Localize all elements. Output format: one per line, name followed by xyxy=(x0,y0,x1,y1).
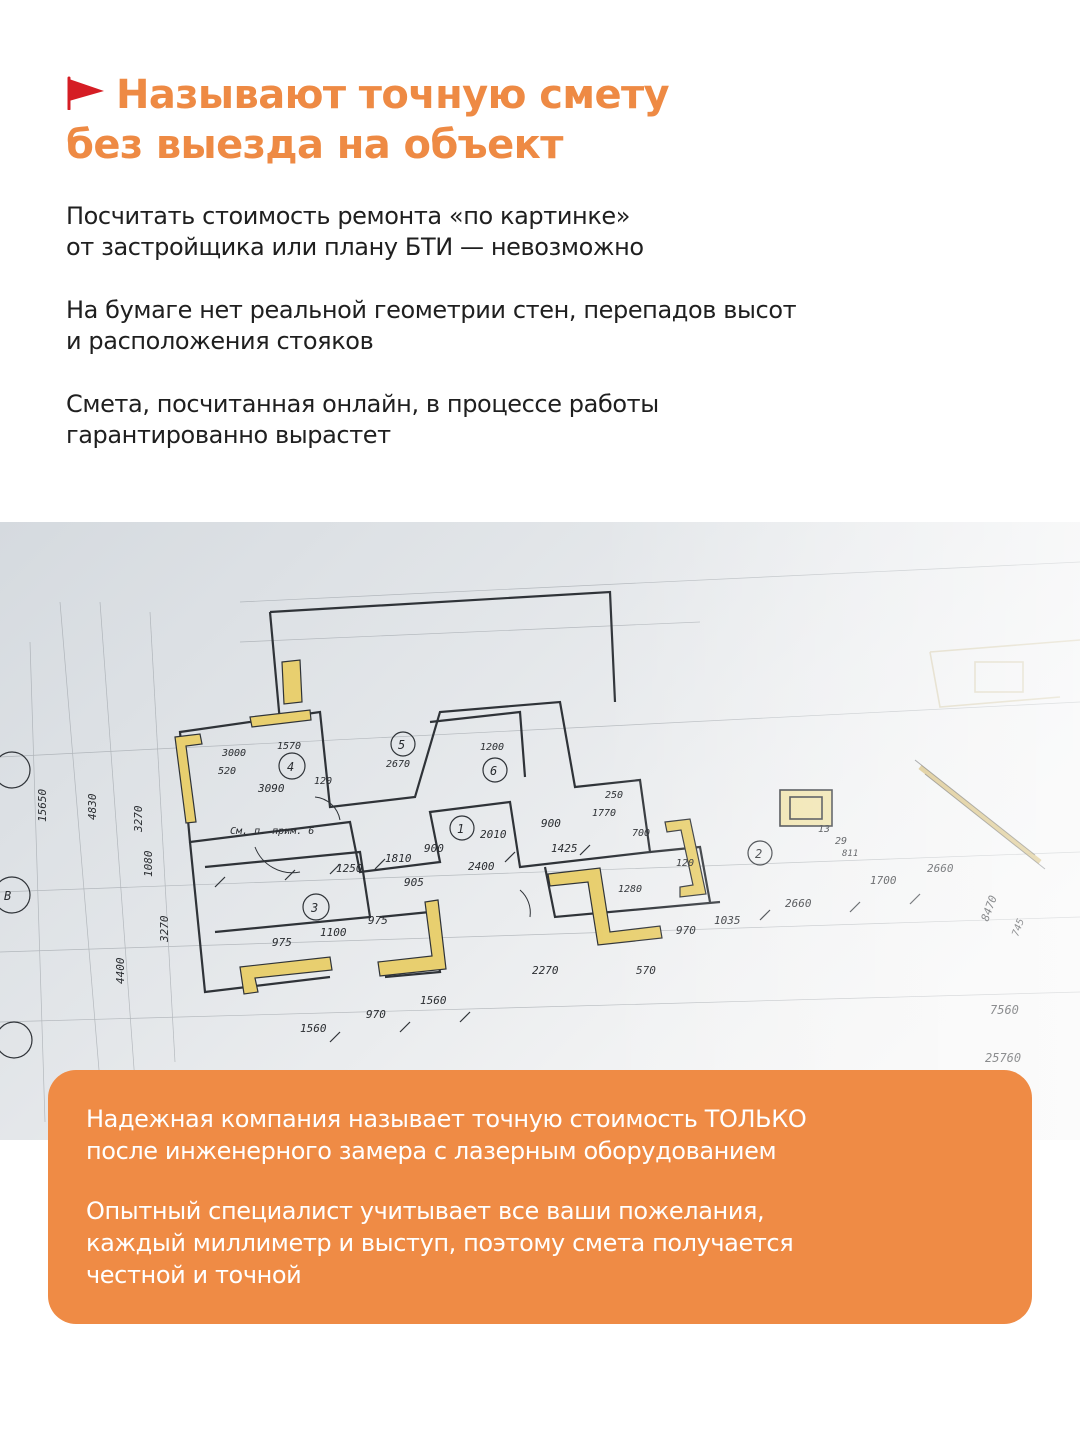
heading-text-line-1: Называют точную смету xyxy=(116,72,670,118)
callout-paragraph-2 xyxy=(86,1195,994,1291)
intro-paragraph-2-line-2: и расположения стояков xyxy=(66,327,374,355)
heading-text-line-2: без выезда на объект xyxy=(66,122,563,168)
intro-paragraph-1-line-1: Посчитать стоимость ремонта «по картинке» xyxy=(66,202,631,230)
blueprint-drawing xyxy=(0,522,1080,1140)
callout-paragraph-2-line-3: честной и точной xyxy=(86,1261,302,1289)
callout-paragraph-2-line-1: Опытный специалист учитывает все ваши пожелания, xyxy=(86,1197,765,1225)
page-heading xyxy=(66,70,1046,170)
intro-paragraph-3 xyxy=(66,389,1026,451)
blueprint-photo xyxy=(0,522,1080,1140)
red-flag-icon xyxy=(66,76,106,110)
callout-paragraph-1-line-2: после инженерного замера с лазерным оборудованием xyxy=(86,1137,777,1165)
callout-paragraph-1-line-1: Надежная компания называет точную стоимость ТОЛЬКО xyxy=(86,1105,807,1133)
callout-paragraph-1 xyxy=(86,1103,994,1167)
heading-line-1 xyxy=(66,70,1046,120)
photo-fade xyxy=(0,522,1080,1140)
intro-paragraph-3-line-2: гарантированно вырастет xyxy=(66,421,391,449)
intro-text xyxy=(66,201,1026,483)
intro-paragraph-1-line-2: от застройщика или плану БТИ — невозможно xyxy=(66,233,644,261)
intro-paragraph-1 xyxy=(66,201,1026,263)
intro-paragraph-2 xyxy=(66,295,1026,357)
callout-paragraph-2-line-2: каждый миллиметр и выступ, поэтому смета получается xyxy=(86,1229,794,1257)
callout-box xyxy=(48,1070,1032,1324)
intro-paragraph-2-line-1: На бумаге нет реальной геометрии стен, перепадов высот xyxy=(66,296,797,324)
intro-paragraph-3-line-1: Смета, посчитанная онлайн, в процессе работы xyxy=(66,390,659,418)
